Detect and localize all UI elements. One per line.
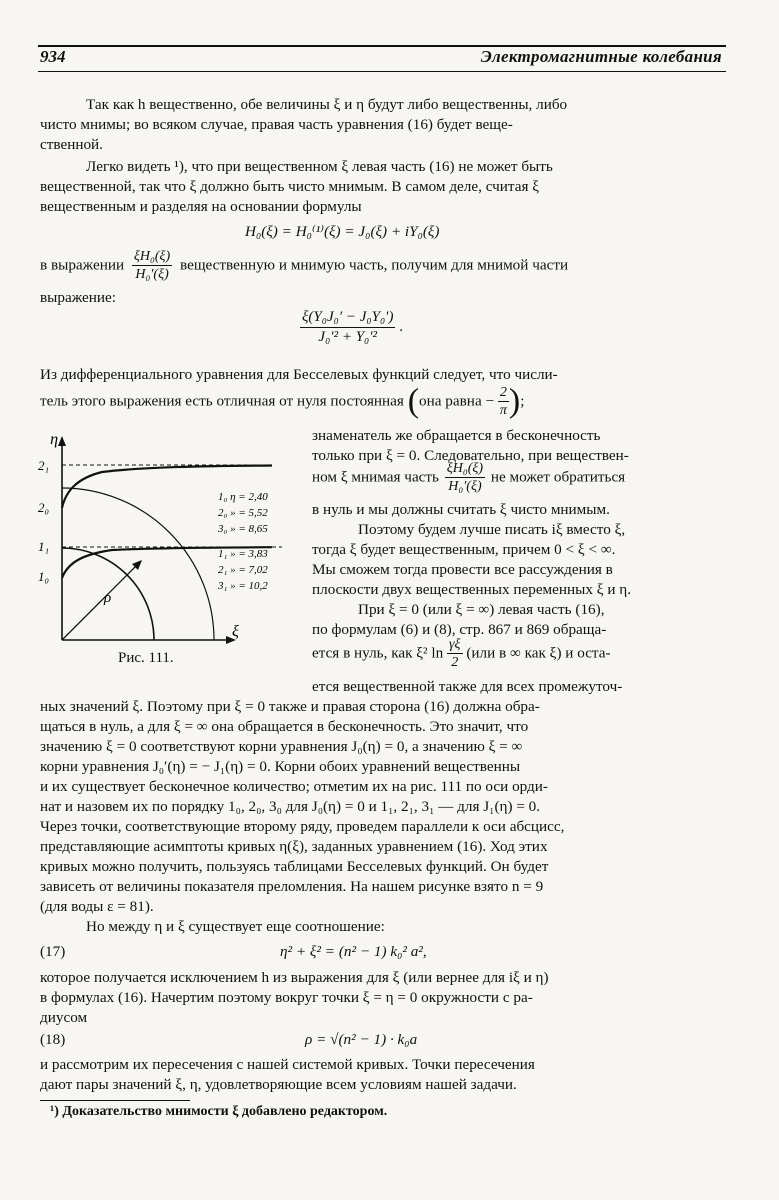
text-line: Из дифференциального уравнения для Бесселевых функций следует, что числи- [40,366,558,383]
footnote: ¹) Доказательство мнимости ξ добавлено редактором. [50,1104,388,1119]
text-line: по формулам (6) и (8), стр. 867 и 869 обраща- [312,621,607,638]
text-line: ется вещественной также для всех промежуточ- [312,678,623,695]
fraction [445,460,485,495]
equation-imaginary-part: $\frac{\text{ξ(Y₀J₀′ − J₀Y₀′)}}{\text{J₀′² + Y₀′²}}$ . [302,309,403,345]
fraction-denominator: 2 [451,655,459,670]
text-line-with-fraction [312,636,730,676]
footnote-rule [40,1100,190,1101]
figure-caption: Рис. 111. [118,650,174,666]
figure-111-svg [32,430,294,680]
legend-entry: 1₁ » = 3,83 [218,548,268,560]
text-line-with-fraction [40,248,730,288]
text-line-with-fraction: тель этого выражения есть отличная от нуля постоянная (она равна − $\frac{2}{\pi}$ ); [40,382,525,420]
text-line: ственной. [40,136,103,153]
fraction-numerator: 2 [498,384,509,402]
fraction [132,248,172,283]
text-line: (для воды ε = 81). [40,898,154,915]
text-line: выражение: [40,289,116,306]
equation-number: (18) [40,1031,66,1048]
text-line: чисто мнимы; во всяком случае, правая часть уравнения (16) будет веще- [40,116,513,133]
text-line: зависеть от величины показателя преломления. На нашем рисунке взято n = 9 [40,878,544,895]
text-fragment: в выражении [40,256,125,274]
text-line: знаменатель же обращается в бесконечность [312,427,601,444]
text-line: в формулах (16). Начертим поэтому вокруг точки ξ = η = 0 окружности с ра- [40,989,533,1006]
legend-entry: 3₁ » = 10,2 [218,580,268,592]
fraction-denominator: J₀′² + Y₀′² [318,329,378,345]
running-header [38,45,726,67]
figure-111 [32,430,294,680]
fraction-numerator: ξH₀(ξ) [446,461,484,476]
rho-label: ρ [104,590,112,606]
text-line-with-fraction [312,460,730,500]
fraction [300,308,395,347]
text-line: Мы сможем тогда провести все рассуждения в [312,561,613,578]
text-fragment: не может обратиться [490,468,626,486]
text-line: тогда ξ будет вещественным, причем 0 < ξ < ∞. [312,541,616,558]
fraction-denominator: H₀′(ξ) [448,479,482,494]
y-axis-arrow-icon [58,436,66,446]
fraction-denominator: π [499,403,507,418]
fraction [498,384,509,419]
x-axis-label: ξ [232,623,239,640]
running-title: Электромагнитные колебания [480,47,722,66]
text-line: Но между η и ξ существует еще соотношение: [86,918,385,935]
text-line: корни уравнения J₀′(η) = − J₁(η) = 0. Корни обоих уравнений вещественны [40,758,521,775]
text-line: которое получается исключением h из выражения для ξ (или вернее для iξ и η) [40,969,549,986]
text-line: диусом [40,1009,88,1026]
text-line: вещественной, так что ξ должно быть чисто мнимым. В самом деле, считая ξ [40,178,540,195]
text-line: Легко видеть ¹), что при вещественном ξ левая часть (16) не может быть [86,158,553,175]
text-line: При ξ = 0 (или ξ = ∞) левая часть (16), [358,601,605,618]
text-line: и их существует бесконечное количество; отметим их на рис. 111 по оси орди- [40,778,548,795]
equation-18: ρ = √(n² − 1) · k₀a [305,1031,418,1048]
text-line: Так как h вещественно, обе величины ξ и η будут либо вещественны, либо [86,96,568,113]
text-line: Поэтому будем лучше писать iξ вместо ξ, [358,521,626,538]
fraction-numerator: ξ(Y₀J₀′ − J₀Y₀′) [300,308,395,328]
equation-17: η² + ξ² = (n² − 1) k₀² a², [280,943,427,960]
text-line: ных значений ξ. Поэтому при ξ = 0 также и правая сторона (16) должна обра- [40,698,540,715]
text-fragment: вещественную и мнимую часть, получим для мнимой части [180,256,569,274]
radius-line [62,562,140,640]
equation-hankel: H₀(ξ) = H₀⁽¹⁾(ξ) = J₀(ξ) + iY₀(ξ) [245,223,440,240]
text-line: Через точки, соответствующие второму ряду, проведем параллели к оси абсцисс, [40,818,565,835]
tick-label-1-1: 1₁ [38,539,50,554]
text-fragment: ном ξ мнимая часть [312,468,439,486]
text-line: плоскости двух вещественных переменных ξ и η. [312,581,631,598]
text-line: и рассмотрим их пересечения с нашей системой кривых. Точки пересечения [40,1056,535,1073]
tick-label-2-1: 2₁ [38,458,50,473]
legend-entry: 2₁ » = 7,02 [218,564,268,576]
tick-label-2-0: 2₀ [38,500,50,515]
text-line: нат и назовем их по порядку 1₀, 2₀, 3₀ для J₀(η) = 0 и 1₁, 2₁, 3₁ — для J₁(η) = 0. [40,798,541,815]
equation-number: (17) [40,943,66,960]
text-fragment: ется в нуль, как ξ² ln [312,644,444,662]
root-legend [217,491,268,592]
y-axis-label: η [50,431,58,448]
fraction [447,636,463,671]
text-fragment: она равна − [419,392,495,410]
text-line: в нуль и мы должны считать ξ чисто мнимым. [312,501,610,518]
legend-entry: 1₀ η = 2,40 [218,491,268,503]
text-line: вещественным и разделяя на основании формулы [40,198,362,215]
text-line: представляющие асимптоты кривых η(ξ), заданных уравнением (16). Ход этих [40,838,548,855]
fraction-denominator: H₀′(ξ) [135,267,169,282]
text-fragment: (или в ∞ как ξ) и оста- [466,644,611,662]
legend-entry: 3₀ » = 8,65 [218,523,268,535]
page-number: 934 [40,47,66,66]
text-line: кривых можно получить, пользуясь таблицами Бесселевых функций. Он будет [40,858,549,875]
tick-label-1-0: 1₀ [38,569,50,584]
fraction-numerator: ξH₀(ξ) [133,249,171,264]
text-fragment: тель этого выражения есть отличная от нуля постоянная [40,392,404,410]
text-line: дают пары значений ξ, η, удовлетворяющие всем условиям нашей задачи. [40,1076,517,1093]
fraction-numerator: γξ [449,637,461,652]
text-line: щаться в нуль, а для ξ = ∞ она обращается в бесконечность. Это значит, что [40,718,529,735]
text-line: только при ξ = 0. Следовательно, при веществен- [312,447,629,464]
header-rule-bottom [38,71,726,72]
text-line: значению ξ = 0 соответствуют корни уравнения J₀(η) = 0, а значению ξ = ∞ [40,738,523,755]
legend-entry: 2₀ » = 5,52 [218,507,268,519]
